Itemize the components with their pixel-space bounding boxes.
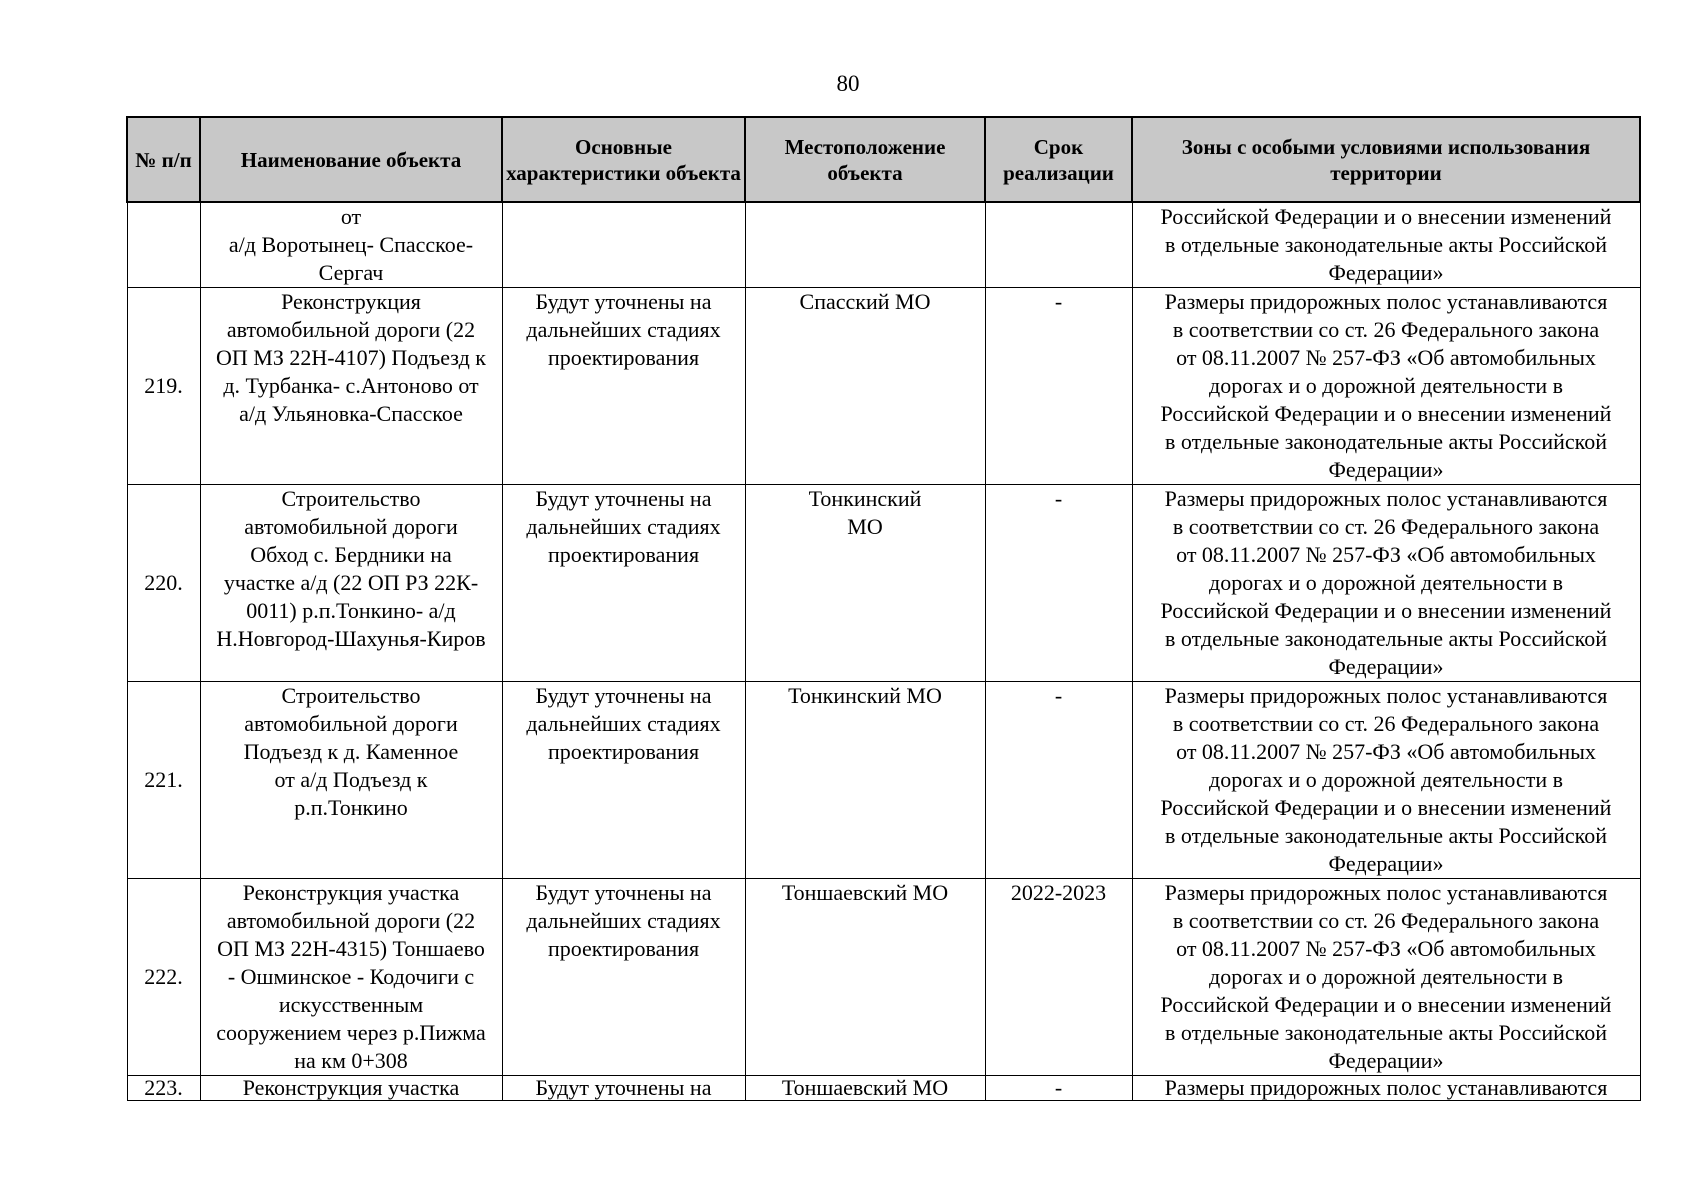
cell-number: 223. xyxy=(127,1076,200,1101)
cell-characteristics: Будут уточнены на дальнейших стадиях проектирования xyxy=(502,288,745,485)
cell-number: 221. xyxy=(127,682,200,879)
header-zones: Зоны с особыми условиями использования территории xyxy=(1132,117,1640,202)
cell-location: Тоншаевский МО xyxy=(745,879,985,1076)
cell-object-name: Строительство автомобильной дороги Подъезд к д. Каменное от а/д Подъезд к р.п.Тонкино xyxy=(200,682,502,879)
cell-object-name: Реконструкция участка автомобильной дороги (22 ОП МЗ 22Н-4315) Тоншаево - Ошминское - Кодочиги с искусственным сооружением через р.Пижма на км 0+308 xyxy=(200,879,502,1076)
cell-location: Спасский МО xyxy=(745,288,985,485)
cell-term: - xyxy=(985,682,1132,879)
cell-location xyxy=(745,202,985,288)
header-term: Срок реализации xyxy=(985,117,1132,202)
cell-term: - xyxy=(985,288,1132,485)
cell-term: - xyxy=(985,485,1132,682)
cell-term xyxy=(985,202,1132,288)
cell-term: - xyxy=(985,1076,1132,1101)
header-object-name: Наименование объекта xyxy=(200,117,502,202)
objects-table xyxy=(126,116,1641,1101)
cell-object-name: от а/д Воротынец- Спасское- Сергач xyxy=(200,202,502,288)
header-number: № п/п xyxy=(127,117,200,202)
cell-number xyxy=(127,202,200,288)
cell-object-name: Реконструкция автомобильной дороги (22 ОП МЗ 22Н-4107) Подъезд к д. Турбанка- с.Антоново от а/д Ульяновка-Спасское xyxy=(200,288,502,485)
table-row xyxy=(127,288,1640,485)
cell-characteristics xyxy=(502,202,745,288)
table-row-continuation xyxy=(127,202,1640,288)
cell-term: 2022-2023 xyxy=(985,879,1132,1076)
cell-location: Тоншаевский МО xyxy=(745,1076,985,1101)
cell-zones: Размеры придорожных полос устанавливаются в соответствии со ст. 26 Федерального закона от 08.11.2007 № 257-ФЗ «Об автомобильных дорогах и о дорожной деятельности в Российской Федерации и о внесении изменений в отдельные законодательные акты Российской Федерации» xyxy=(1132,288,1640,485)
header-location: Местоположение объекта xyxy=(745,117,985,202)
cell-number: 220. xyxy=(127,485,200,682)
cell-object-name: Реконструкция участка xyxy=(200,1076,502,1101)
page-number: 80 xyxy=(836,71,860,96)
cell-location: Тонкинский МО xyxy=(745,682,985,879)
cell-characteristics: Будут уточнены на дальнейших стадиях проектирования xyxy=(502,682,745,879)
table-row xyxy=(127,879,1640,1076)
table-row xyxy=(127,1076,1640,1101)
table-header xyxy=(127,117,1640,202)
table-row xyxy=(127,682,1640,879)
cell-zones: Размеры придорожных полос устанавливаются в соответствии со ст. 26 Федерального закона от 08.11.2007 № 257-ФЗ «Об автомобильных дорогах и о дорожной деятельности в Российской Федерации и о внесении изменений в отдельные законодательные акты Российской Федерации» xyxy=(1132,682,1640,879)
cell-zones: Размеры придорожных полос устанавливаются в соответствии со ст. 26 Федерального закона от 08.11.2007 № 257-ФЗ «Об автомобильных дорогах и о дорожной деятельности в Российской Федерации и о внесении изменений в отдельные законодательные акты Российской Федерации» xyxy=(1132,879,1640,1076)
cell-number: 219. xyxy=(127,288,200,485)
table-body xyxy=(127,202,1640,1101)
cell-location: Тонкинский МО xyxy=(745,485,985,682)
cell-characteristics: Будут уточнены на дальнейших стадиях проектирования xyxy=(502,485,745,682)
cell-zones: Размеры придорожных полос устанавливаются xyxy=(1132,1076,1640,1101)
cell-number: 222. xyxy=(127,879,200,1076)
cell-characteristics: Будут уточнены на дальнейших стадиях проектирования xyxy=(502,879,745,1076)
header-characteristics: Основные характеристики объекта xyxy=(502,117,745,202)
cell-zones: Размеры придорожных полос устанавливаются в соответствии со ст. 26 Федерального закона от 08.11.2007 № 257-ФЗ «Об автомобильных дорогах и о дорожной деятельности в Российской Федерации и о внесении изменений в отдельные законодательные акты Российской Федерации» xyxy=(1132,485,1640,682)
cell-zones: Российской Федерации и о внесении изменений в отдельные законодательные акты Российской Федерации» xyxy=(1132,202,1640,288)
cell-object-name: Строительство автомобильной дороги Обход с. Бердники на участке а/д (22 ОП РЗ 22К- 0011) р.п.Тонкино- а/д Н.Новгород-Шахунья-Киров xyxy=(200,485,502,682)
table-row xyxy=(127,485,1640,682)
cell-characteristics: Будут уточнены на xyxy=(502,1076,745,1101)
